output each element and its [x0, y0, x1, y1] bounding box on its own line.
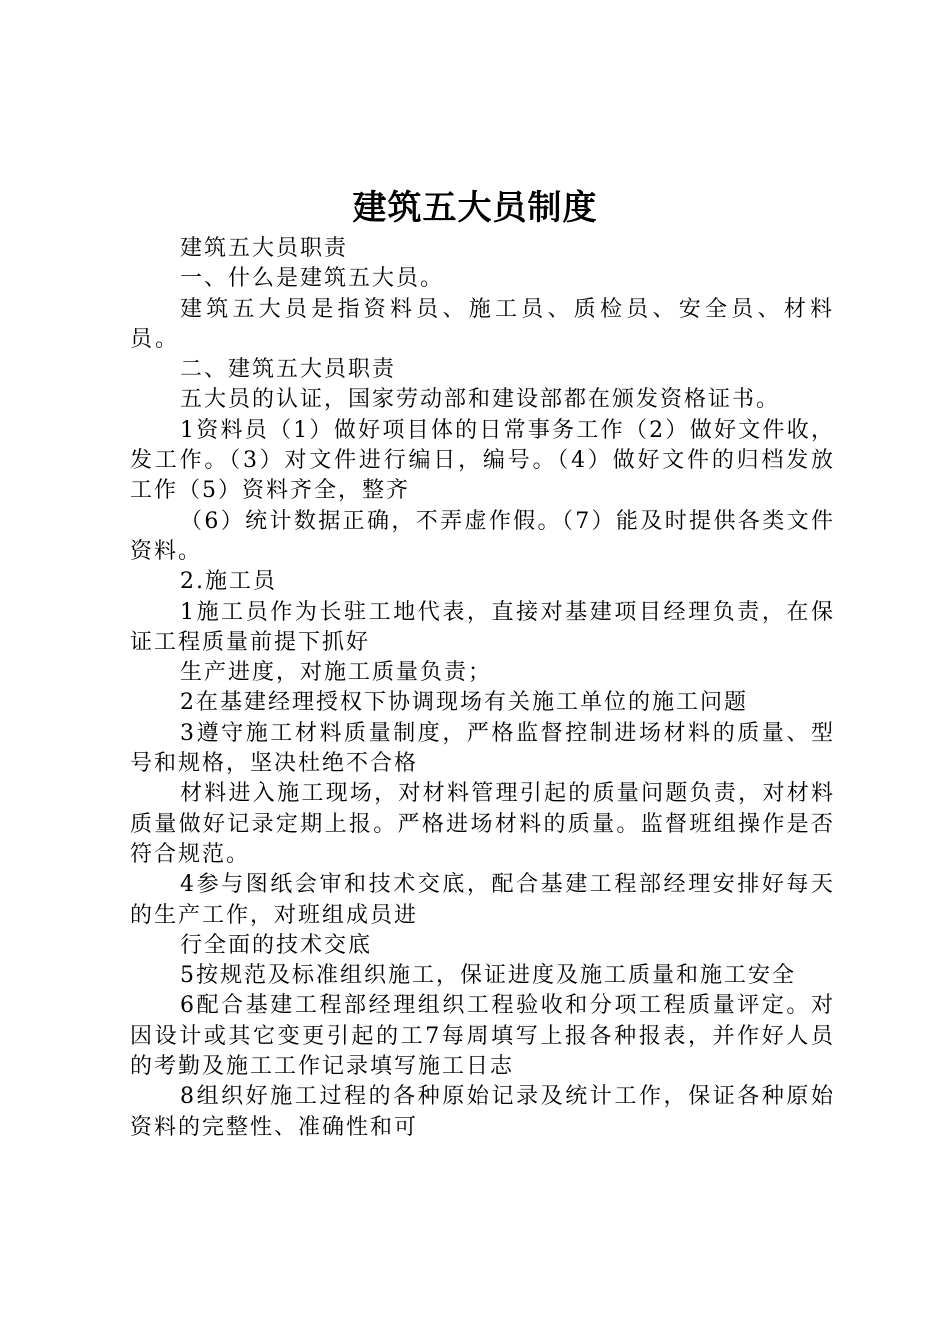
- paragraph-document-clerk: 1资料员（1）做好项目体的日常事务工作（2）做好文件收，发工作。（3）对文件进行编日，编号。（4）做好文件的归档发放工作（5）资料齐全，整齐: [130, 417, 835, 504]
- paragraph-constructor-3: 3遵守施工材料质量制度，严格监督控制进场材料的质量、型号和规格，坚决杜绝不合格: [130, 720, 835, 777]
- paragraph-constructor-4-cont: 行全面的技术交底: [180, 932, 373, 958]
- paragraph-document-clerk-cont: （6）统计数据正确，不弄虚作假。（7）能及时提供各类文件资料。: [130, 508, 835, 564]
- paragraph-constructor-4: 4参与图纸会审和技术交底，配合基建工程部经理安排好每天的生产工作，对班组成员进: [130, 872, 835, 928]
- paragraph-constructor-5: 5按规范及标准组织施工，保证进度及施工质量和施工安全: [180, 963, 796, 989]
- paragraph-constructor-3-cont: 材料进入施工现场，对材料管理引起的质量问题负责，对材料质量做好记录定期上报。严格进场材料的质量。监督班组操作是否符合规范。: [130, 781, 835, 867]
- paragraph-duties-heading: 建筑五大员职责: [180, 236, 349, 261]
- document-body: [130, 234, 835, 1143]
- paragraph-constructor-heading: 2.施工员: [180, 569, 277, 595]
- paragraph-section-2-heading: 二、建筑五大员职责: [180, 357, 397, 383]
- paragraph-constructor-1: 1施工员作为长驻工地代表，直接对基建项目经理负责，在保证工程质量前提下抓好: [130, 599, 835, 655]
- paragraph-constructor-6-7: 6配合基建工程部经理组织工程验收和分项工程质量评定。对因设计或其它变更引起的工7每周填写上报各种报表，并作好人员的考勤及施工工作记录填写施工日志: [130, 993, 835, 1080]
- paragraph-section-1-heading: 一、什么是建筑五大员。: [180, 266, 445, 292]
- paragraph-constructor-2: 2在基建经理授权下协调现场有关施工单位的施工问题: [180, 690, 748, 716]
- paragraph-constructor-1-cont: 生产进度，对施工质量负责；: [180, 660, 493, 686]
- paragraph-definition: 建筑五大员是指资料员、施工员、质检员、安全员、材料员。: [130, 296, 835, 352]
- document-title: 建筑五大员制度: [352, 188, 598, 228]
- paragraph-constructor-8: 8组织好施工过程的各种原始记录及统计工作，保证各种原始资料的完整性、准确性和可: [130, 1084, 835, 1140]
- paragraph-certification: 五大员的认证，国家劳动部和建设部都在颁发资格证书。: [180, 387, 781, 413]
